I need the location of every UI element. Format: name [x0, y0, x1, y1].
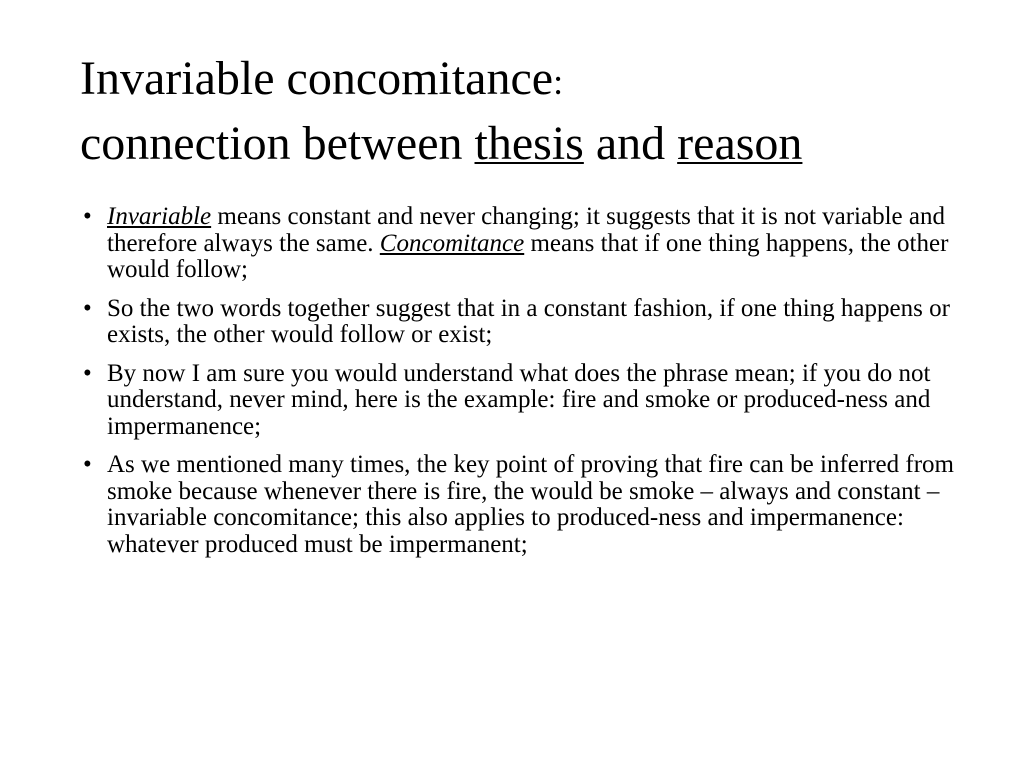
bullet-4-text: As we mentioned many times, the key point of proving that fire can be inferred from smoke because whenever there is fire, the would be smoke – always and constant – invariable concomitance; this also applies to produced-ness and impermanence: whatever produced must be impermanent; — [107, 451, 954, 558]
term-invariable: Invariable — [107, 203, 212, 230]
title-line-2-prefix: connection between — [80, 117, 475, 170]
term-concomitance: Concomitance — [379, 229, 525, 257]
title-thesis: thesis — [474, 117, 584, 170]
bullet-item-3 — [80, 361, 960, 441]
slide-title — [80, 48, 980, 175]
bullet-1-text-b: means that if one thing happens, the other would follow; — [107, 229, 949, 283]
bullet-icon: • — [83, 294, 92, 322]
bullet-item-2 — [80, 296, 960, 349]
title-line-1: Invariable concomitance — [80, 52, 554, 105]
bullet-3-text: By now I am sure you would understand what does the phrase mean; if you do not understand, never mind, here is the example: fire and smoke or produced-ness and impermanence; — [107, 359, 931, 440]
bullet-icon: • — [83, 203, 92, 230]
bullet-icon: • — [83, 359, 92, 387]
bullet-list — [80, 204, 960, 570]
title-and: and — [583, 117, 678, 170]
title-colon: : — [553, 62, 564, 102]
bullet-item-1 — [80, 204, 960, 284]
bullet-icon: • — [83, 451, 92, 478]
title-reason: reason — [677, 117, 803, 170]
bullet-2-text: So the two words together suggest that in a constant fashion, if one thing happens or exists, the other would follow or exist; — [107, 294, 950, 348]
bullet-1-text-a: means constant and never changing; it suggests that it is not variable and therefore always the same. — [107, 203, 945, 257]
bullet-item-4 — [80, 452, 960, 558]
